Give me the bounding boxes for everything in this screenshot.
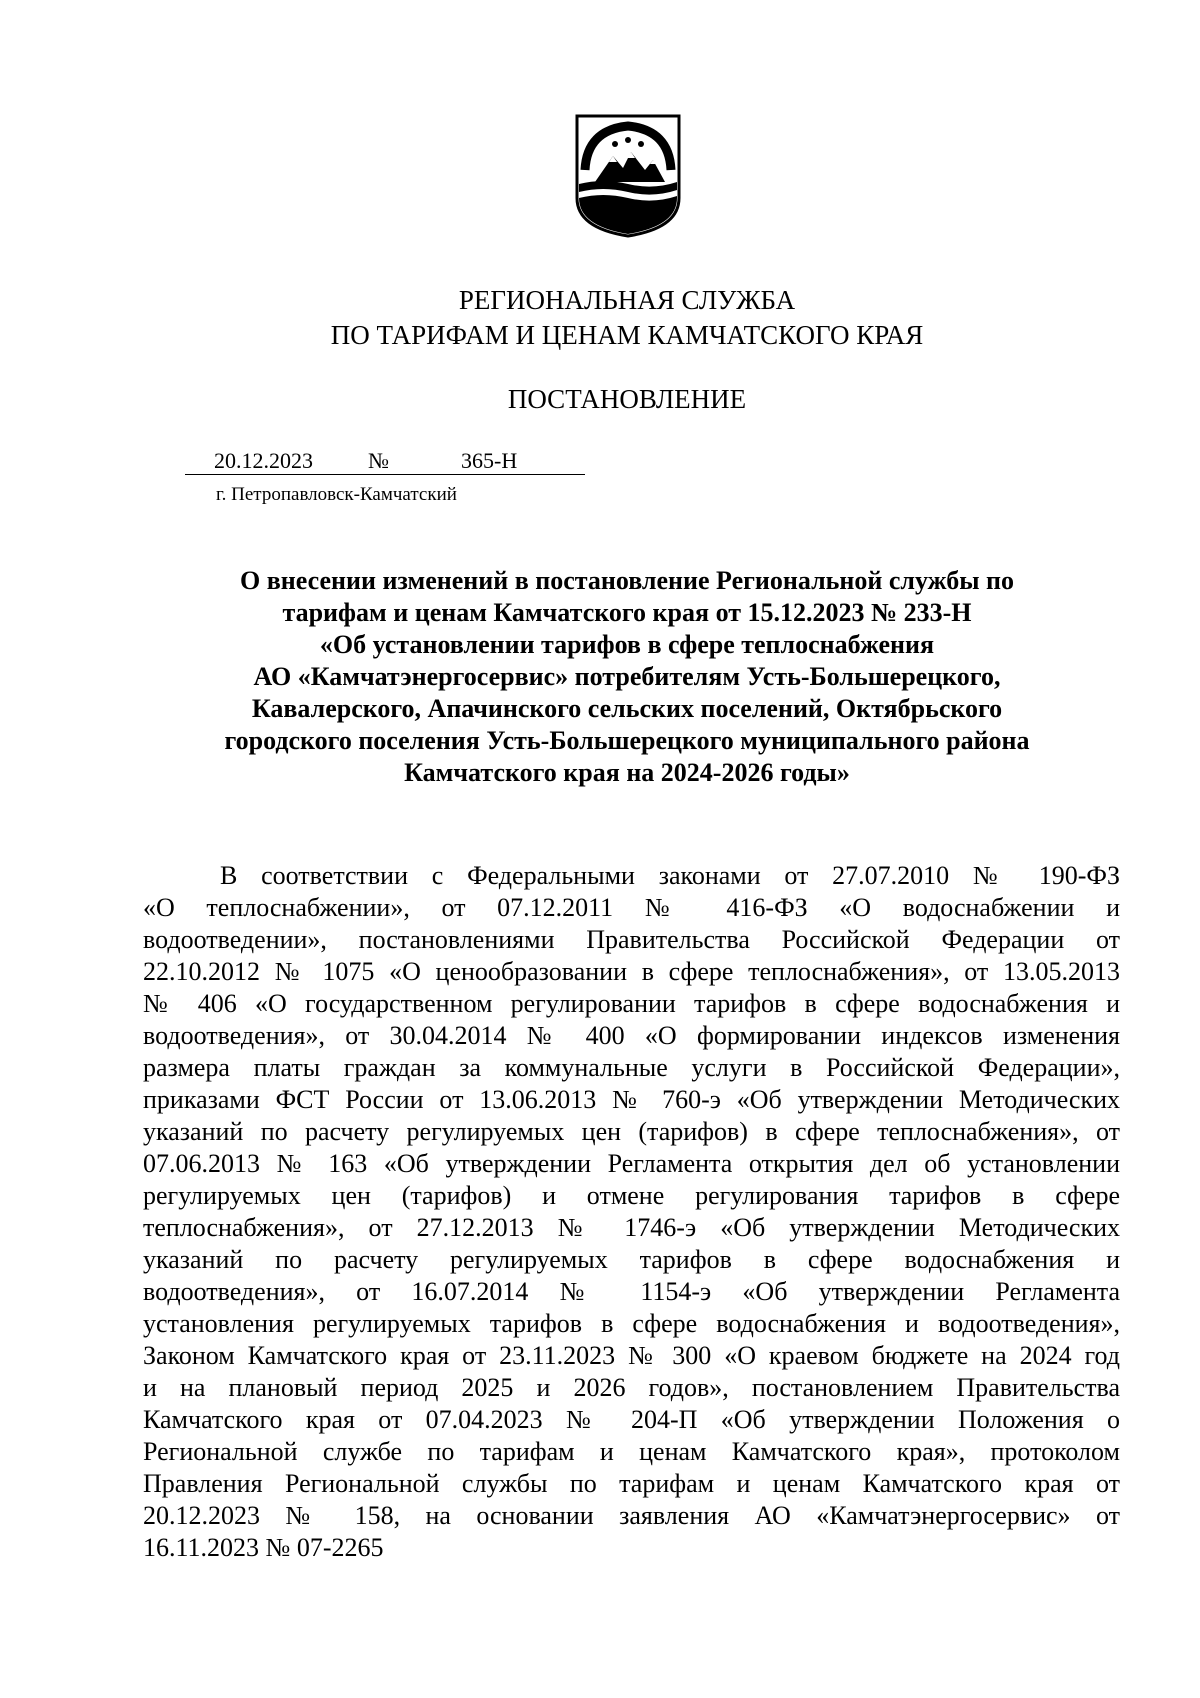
body-line: В соответствии с Федеральными законами от 27.07.2010 № 190-ФЗ (220, 861, 1120, 890)
body-line: размера платы граждан за коммунальные услуги в Российской Федерации», (143, 1053, 1120, 1082)
document-number: 365-Н (461, 448, 518, 473)
document-city: г. Петропавловск-Камчатский (216, 484, 457, 505)
body-line: Региональной службе по тарифам и ценам Камчатского края», протоколом (143, 1437, 1120, 1466)
body-line: Камчатского края от 07.04.2023 № 204-П «Об утверждении Положения о (143, 1405, 1120, 1434)
meta-underline (185, 474, 585, 475)
body-line: регулируемых цен (тарифов) и отмене регулирования тарифов в сфере (143, 1181, 1120, 1210)
kamchatka-coat-of-arms-icon (573, 112, 683, 238)
document-date: 20.12.2023 (214, 448, 313, 473)
body-line: приказами ФСТ России от 13.06.2013 № 760-э «Об утверждении Методических (143, 1085, 1120, 1114)
body-line: Правления Региональной службы по тарифам и ценам Камчатского края от (143, 1469, 1120, 1498)
body-line: теплоснабжения», от 27.12.2013 № 1746-э «Об утверждении Методических (143, 1213, 1120, 1242)
body-line: и на плановый период 2025 и 2026 годов», постановлением Правительства (143, 1373, 1120, 1402)
body-line: Законом Камчатского края от 23.11.2023 № 300 «О краевом бюджете на 2024 год (143, 1341, 1120, 1370)
agency-name-line-1: РЕГИОНАЛЬНАЯ СЛУЖБА (458, 285, 796, 315)
body-line: 16.11.2023 № 07-2265 (143, 1533, 384, 1562)
title-line: городского поселения Усть-Большерецкого муниципального района (224, 726, 1030, 755)
body-line: 20.12.2023 № 158, на основании заявления АО «Камчатэнергосервис» от (143, 1501, 1120, 1530)
body-line: «О теплоснабжении», от 07.12.2011 № 416-ФЗ «О водоснабжении и (143, 893, 1120, 922)
title-line: О внесении изменений в постановление Региональной службы по (240, 566, 1014, 595)
document-number-label: № (368, 448, 389, 473)
body-line: водоотведения», от 30.04.2014 № 400 «О формировании индексов изменения (143, 1021, 1120, 1050)
agency-name-line-2: ПО ТАРИФАМ И ЦЕНАМ КАМЧАТСКОГО КРАЯ (330, 320, 924, 350)
document-type: ПОСТАНОВЛЕНИЕ (507, 384, 747, 414)
body-line: указаний по расчету регулируемых тарифов в сфере водоснабжения и (143, 1245, 1120, 1274)
body-line: водоотведении», постановлениями Правительства Российской Федерации от (143, 925, 1120, 954)
title-line: «Об установлении тарифов в сфере теплоснабжения (319, 630, 935, 659)
body-line: водоотведения», от 16.07.2014 № 1154-э «Об утверждении Регламента (143, 1277, 1120, 1306)
title-line: Кавалерского, Апачинского сельских поселений, Октябрьского (251, 694, 1003, 723)
body-line: установления регулируемых тарифов в сфере водоснабжения и водоотведения», (143, 1309, 1120, 1338)
body-line: указаний по расчету регулируемых цен (тарифов) в сфере теплоснабжения», от (143, 1117, 1120, 1146)
document-body (143, 860, 1120, 1564)
body-line: 07.06.2013 № 163 «Об утверждении Регламента открытия дел об установлении (143, 1149, 1120, 1178)
agency-name (0, 283, 1200, 353)
body-line: № 406 «О государственном регулировании тарифов в сфере водоснабжения и (143, 989, 1120, 1018)
body-line: 22.10.2012 № 1075 «О ценообразовании в сфере теплоснабжения», от 13.05.2013 (143, 957, 1120, 986)
title-line: АО «Камчатэнергосервис» потребителям Усть-Большерецкого, (253, 662, 1001, 691)
title-line: тарифам и ценам Камчатского края от 15.12.2023 № 233-Н (282, 598, 972, 627)
document-title (0, 565, 1200, 789)
title-line: Камчатского края на 2024-2026 годы» (404, 758, 850, 787)
